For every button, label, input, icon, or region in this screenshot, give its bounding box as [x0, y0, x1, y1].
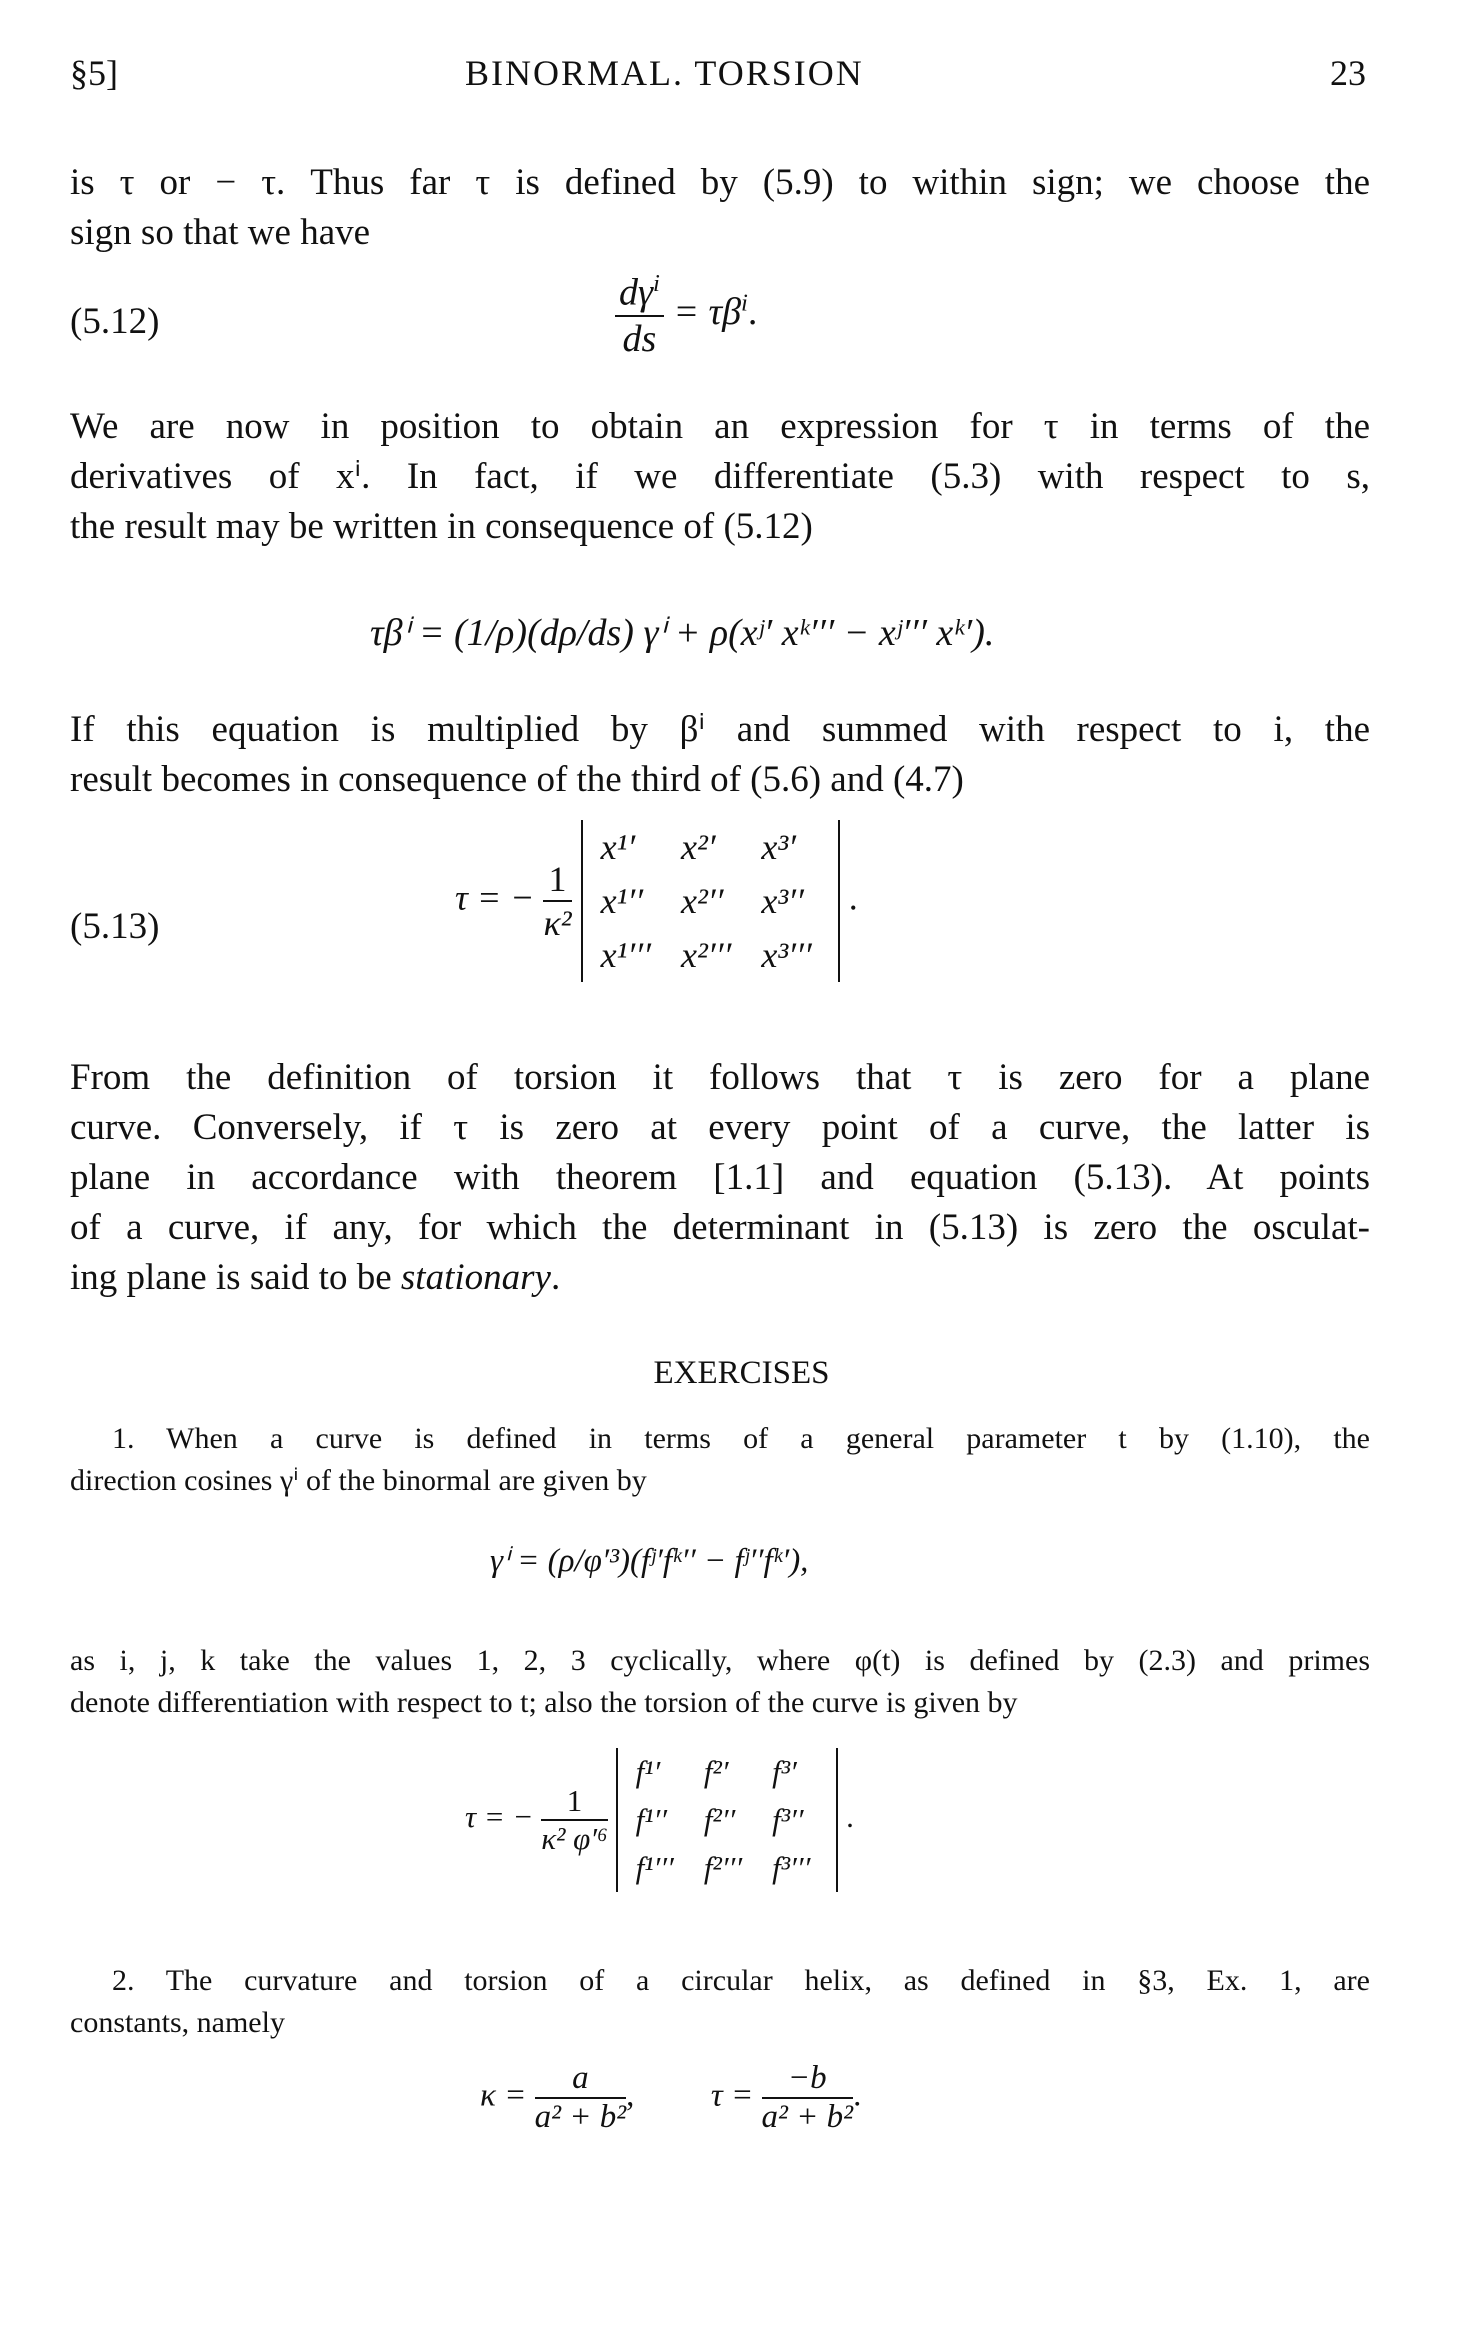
determinant-entry: x¹′ [600, 827, 636, 867]
determinant-entry: f¹′′ [635, 1802, 668, 1837]
determinant-entry: x¹′′′ [600, 935, 651, 975]
determinant-entry: f²′′′ [703, 1850, 743, 1885]
text-line: We are now in position to obtain an expression for τ in terms of the [70, 406, 1370, 447]
determinant-entry: f²′′ [703, 1802, 736, 1837]
determinant-row [601, 820, 820, 874]
text-line: of a curve, if any, for which the determinant in (5.13) is zero the osculat- [70, 1207, 1370, 1248]
determinant-row [636, 1844, 819, 1892]
determinant-entry: x³′ [761, 827, 797, 867]
determinant-entry: f¹′ [635, 1754, 661, 1789]
fraction: $\frac{1}{\text{κ²}}$ [543, 859, 572, 943]
determinant-entry: f³′ [772, 1754, 797, 1789]
equation-label-5-13: (5.13) [70, 906, 160, 947]
exercise-2 [70, 1960, 1370, 2044]
determinant-entry: x²′′′ [680, 935, 732, 975]
paragraph-4 [70, 1053, 1370, 1303]
equation-label-5-12: (5.12) [70, 301, 160, 342]
determinant-entry: x²′ [680, 827, 716, 867]
text-line: as i, j, k take the values 1, 2, 3 cyclically, where φ(t) is defined by (2.3) and primes [70, 1644, 1370, 1677]
determinant-entry: f³′′ [772, 1802, 804, 1837]
text-line: From the definition of torsion it follows that τ is zero for a plane [70, 1057, 1370, 1098]
text-line: the result may be written in consequence of (5.12) [70, 506, 813, 547]
text-line: plane in accordance with theorem [1.1] and equation (5.13). At points [70, 1157, 1370, 1198]
paragraph-1 [70, 158, 1370, 258]
exercise-1-intro [70, 1418, 1370, 1502]
equation-5-12: $\frac{d\gamma^i}{ds}$ = $\tau\beta^i$. [615, 270, 757, 361]
equation-tau-beta: τβⁱ = (1/ρ)(dρ/ds) γⁱ + ρ(xʲ′ xᵏ′′′ − xʲ′′′ xᵏ′). [370, 612, 995, 654]
fraction: $\frac{1}{\text{κ² φ′⁶}}$ [541, 1783, 608, 1856]
exercises-heading: EXERCISES [653, 1355, 830, 1391]
determinant-entry: f²′ [703, 1754, 729, 1789]
determinant [616, 1748, 839, 1892]
determinant-entry: f³′′′ [772, 1850, 811, 1885]
paragraph-2 [70, 402, 1370, 552]
text-line: derivatives of xⁱ. In fact, if we differentiate (5.3) with respect to s, [70, 456, 1370, 497]
exercise-1-text [70, 1640, 1370, 1724]
determinant-row [601, 874, 820, 928]
fraction-kappa: $\frac{a}{\text{a² + b²}}$ [534, 2060, 627, 2135]
equation-binormal: γⁱ = (ρ/φ′³)(fʲ′fᵏ′′ − fʲ′′fᵏ′), [490, 1543, 809, 1579]
text-line: denote differentiation with respect to t; also the torsion of the curve is given by [70, 1686, 1018, 1719]
determinant-entry: f¹′′′ [635, 1850, 674, 1885]
text-line: constants, namely [70, 2006, 285, 2039]
fraction: $\frac{d\gamma^i}{ds}$ [615, 270, 664, 361]
determinant [581, 820, 840, 982]
equation-helix-curvature-torsion: κ = $\frac{a}{\text{a² + b²}}$ , τ = $\frac{-b}{\text{a² + b²}}$ . [480, 2060, 862, 2135]
text-line: curve. Conversely, if τ is zero at every point of a curve, the latter is [70, 1107, 1370, 1148]
determinant-entry: x²′′ [680, 881, 724, 921]
determinant-row [636, 1796, 819, 1844]
text-line: If this equation is multiplied by βⁱ and summed with respect to i, the [70, 709, 1370, 750]
text-line: result becomes in consequence of the third of (5.6) and (4.7) [70, 759, 964, 800]
determinant-entry: x³′′′ [761, 935, 812, 975]
text-line: sign so that we have [70, 212, 371, 253]
paragraph-3 [70, 705, 1370, 805]
section-marker: §5] [70, 53, 118, 93]
emphasis-stationary: stationary [400, 1257, 551, 1298]
text-line: 2. The curvature and torsion of a circular helix, as defined in §3, Ex. 1, are [112, 1964, 1370, 1997]
determinant-entry: x¹′′ [600, 881, 644, 921]
equation-5-13: τ = − $\frac{1}{\text{κ²}}$ x¹′ x²′ x³′ x¹′′ x²′′ x³′′ x¹′′′ x²′′′ x³′′′ . [455, 820, 858, 982]
determinant-row [636, 1748, 819, 1796]
text-line: direction cosines γⁱ of the binormal are given by [70, 1464, 647, 1497]
fraction-tau: $\frac{-b}{\text{a² + b²}}$ [761, 2060, 854, 2135]
text-line: is τ or − τ. Thus far τ is defined by (5.9) to within sign; we choose the [70, 162, 1370, 203]
determinant-row [601, 928, 820, 982]
determinant-entry: x³′′ [761, 881, 804, 921]
page-number: 23 [1330, 53, 1366, 93]
text-line: ing plane is said to be stationary. [70, 1257, 561, 1298]
text-line: 1. When a curve is defined in terms of a general parameter t by (1.10), the [112, 1422, 1370, 1455]
equation-torsion-determinant: τ = − $\frac{1}{\text{κ² φ′⁶}}$ f¹′ f²′ f³′ f¹′′ f²′′ f³′′ f¹′′′ f²′′′ f³′′′ . [465, 1748, 854, 1892]
running-title: BINORMAL. TORSION [465, 53, 864, 93]
